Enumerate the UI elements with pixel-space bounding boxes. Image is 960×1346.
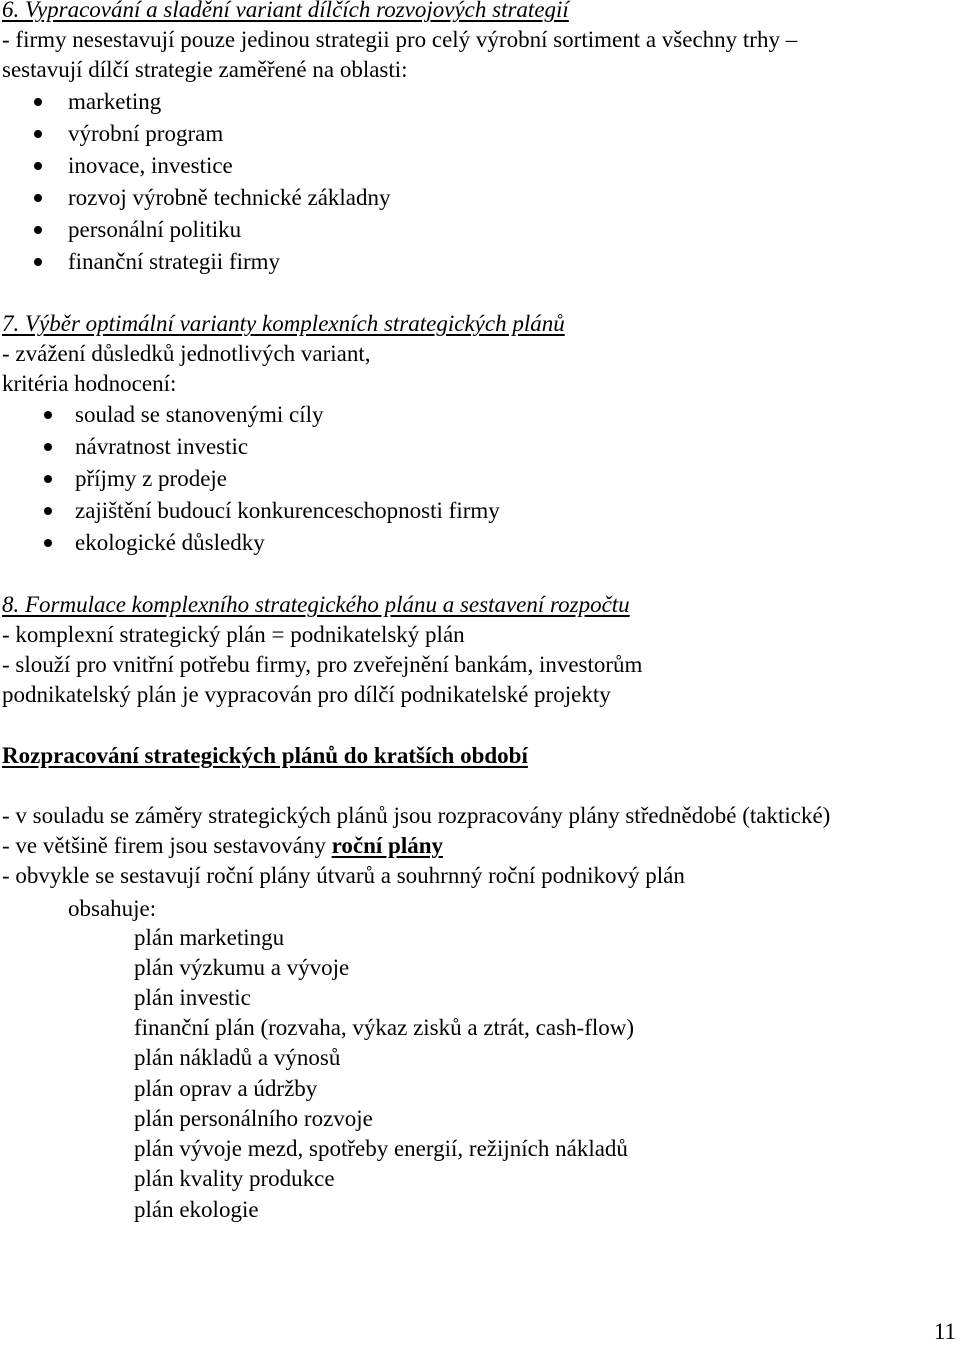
section-6-intro-line-1: - firmy nesestavují pouze jedinou strategii pro celý výrobní sortiment a všechny trhy – <box>2 27 798 52</box>
bullet-icon <box>44 475 52 483</box>
list-item: personální politiku <box>68 217 242 242</box>
list-item: finanční strategii firmy <box>68 249 281 274</box>
list-item: zajištění budoucí konkurenceschopnosti firmy <box>75 498 500 523</box>
bullet-icon <box>34 194 42 202</box>
list-item: plán marketingu <box>134 925 285 950</box>
list-item: plán výzkumu a vývoje <box>134 955 350 980</box>
list-item: finanční plán (rozvaha, výkaz zisků a ztrát, cash-flow) <box>134 1015 635 1040</box>
list-item: návratnost investic <box>75 434 249 459</box>
section-7-heading: 7. Výběr optimální varianty komplexních strategických plánů <box>2 311 565 336</box>
bullet-icon <box>34 226 42 234</box>
page-number: 11 <box>933 1319 956 1344</box>
bullet-icon <box>44 539 52 547</box>
section-7-line-1: - zvážení důsledků jednotlivých variant, <box>2 341 371 366</box>
section-9-line-2-text: - ve většině firem jsou sestavovány <box>2 833 332 858</box>
section-9-line-3: - obvykle se sestavují roční plány útvarů a souhrnný roční podnikový plán <box>2 863 685 888</box>
list-item: ekologické důsledky <box>75 530 265 555</box>
section-9-heading: Rozpracování strategických plánů do kratších období <box>2 743 528 768</box>
bullet-icon <box>34 130 42 138</box>
section-8-line-1: - komplexní strategický plán = podnikatelský plán <box>2 622 465 647</box>
list-item: inovace, investice <box>68 153 233 178</box>
list-item: plán oprav a údržby <box>134 1076 318 1101</box>
bullet-icon <box>34 258 42 266</box>
bullet-icon <box>34 162 42 170</box>
list-item: marketing <box>68 89 162 114</box>
section-8-heading: 8. Formulace komplexního strategického plánu a sestavení rozpočtu <box>2 592 630 617</box>
list-item: výrobní program <box>68 121 224 146</box>
list-item: soulad se stanovenými cíly <box>75 402 324 427</box>
bullet-icon <box>44 443 52 451</box>
section-9-line-2 <box>2 832 443 860</box>
section-9-line-1: - v souladu se záměry strategických plánů jsou rozpracovány plány střednědobé (taktické) <box>2 803 831 828</box>
list-item: rozvoj výrobně technické základny <box>68 185 391 210</box>
list-item: plán vývoje mezd, spotřeby energií, režijních nákladů <box>134 1136 628 1161</box>
bullet-icon <box>44 411 52 419</box>
section-8-line-3: podnikatelský plán je vypracován pro dílčí podnikatelské projekty <box>2 682 611 707</box>
annual-plans-emphasis: roční plány <box>331 833 443 858</box>
section-6-heading: 6. Vypracování a sladění variant dílčích rozvojových strategií <box>2 0 569 22</box>
section-8-line-2: - slouží pro vnitřní potřebu firmy, pro zveřejnění bankám, investorům <box>2 652 643 677</box>
list-item: plán nákladů a výnosů <box>134 1045 341 1070</box>
bullet-icon <box>34 98 42 106</box>
section-7-line-2: kritéria hodnocení: <box>2 371 177 396</box>
list-item: plán personálního rozvoje <box>134 1106 373 1131</box>
plans-contains-label: obsahuje: <box>68 896 157 921</box>
section-6-intro-line-2: sestavují dílčí strategie zaměřené na oblasti: <box>2 57 408 82</box>
list-item: plán kvality produkce <box>134 1166 335 1191</box>
list-item: plán investic <box>134 985 251 1010</box>
bullet-icon <box>44 507 52 515</box>
list-item: plán ekologie <box>134 1197 259 1222</box>
list-item: příjmy z prodeje <box>75 466 228 491</box>
